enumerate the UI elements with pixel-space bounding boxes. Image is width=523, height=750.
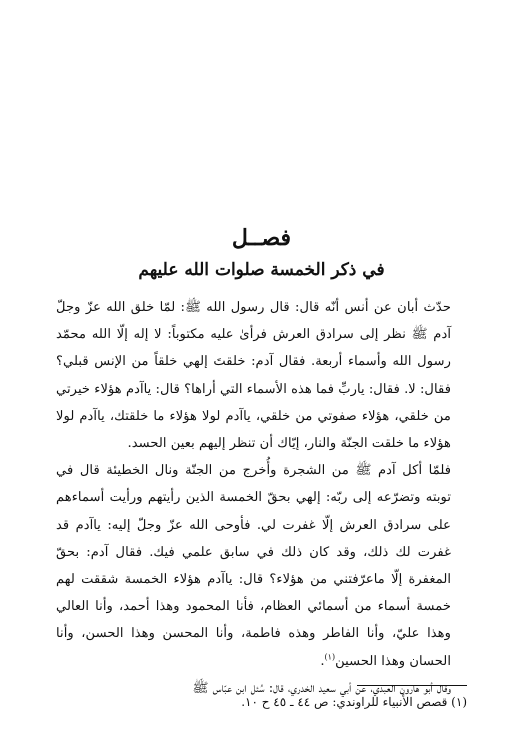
body-text — [56, 294, 467, 702]
paragraph-2-text: فلمّا أكل آدم ﷺ من الشجرة وأُخرج من الجنّة ونال الخطيئة قال في توبته وتضرّعه إلى ربّه: إلهي بحقّ الخمسة الذين رأيتهم ورأيت أسماءهم على سرادق العرش إلّا غفرت لي. فأوحى الله عزّ وجلّ إليه: ياآدم قد غفرت لك ذلك، وقد كان ذلك في سابق علمي فيك. فقال آدم: بحقّ المغفرة إلّا ماعرّفتني من هؤلاء؟ قال: ياآدم هؤلاء الخمسة شققت لهم خمسة أسماء من أسمائي العظام، فأنا المحمود وهذا أحمد، وأنا العالي وهذا عليّ، وأنا الفاطر وهذه فاطمة، وأنا المحسن وهذا الحسن، وأنا الحسان وهذا الحسين — [56, 463, 451, 669]
paragraph-2: فلمّا أكل آدم ﷺ من الشجرة وأُخرج من الجنّة ونال الخطيئة قال في توبته وتضرّعه إلى ربّه: إلهي بحقّ الخمسة الذين رأيتهم ورأيت أسماءهم على سرادق العرش إلّا غفرت لي. فأوحى الله عزّ وجلّ إليه: ياآدم قد غفرت لك ذلك، وقد كان ذلك في سابق علمي فيك. فقال آدم: بحقّ المغفرة إلّا ماعرّفتني من هؤلاء؟ قال: ياآدم هؤلاء الخمسة شققت لهم خمسة أسماء من أسمائي العظام، فأنا المحمود وهذا أحمد، وأنا العالي وهذا عليّ، وأنا الفاطر وهذه فاطمة، وأنا المحسن وهذا الحسن، وأنا الحسان وهذا الحسين$^{(١)}$. — [56, 463, 451, 669]
section-subheading: في ذكر الخمسة صلوات الله عليهم — [138, 260, 385, 280]
footnote-reference: (١) — [324, 652, 336, 662]
footnote: (١) قصص الأنبياء للراوندي: ص ٤٤ ـ ٤٥ ح ١٠. — [241, 695, 467, 709]
paragraph-3: وقال أبو هارون العبدي، عن أبي سعيد الخدري، قال: سُئل ابن عبّاس ﷺ — [192, 680, 451, 696]
paragraph-1: حدّث أبان عن أنس أنّه قال: قال رسول الله ﷺ: لمّا خلق الله عزّ وجلّ آدم ﷺ نظر إلى سرادق العرش فرأىٰ عليه مكتوباً: لا إله إلّا الله محمّد رسول الله وأسماء أربعة. فقال آدم: خلقتَ إلهي خلقاً من الإنس قبلي؟ فقال: لا. فقال: ياربِّ فما هذه الأسماء التي أراها؟ قال: ياآدم هؤلاء خيرتي من خلقي، هؤلاء صفوتي من خلقي، ياآدم لولا هؤلاء ما خلقتك، ياآدم لولا هؤلاء ما خلقت الجنّة والنار، إيّاك أن تنظر إليهم بعين الحسد. — [56, 300, 451, 452]
footnote-divider — [357, 685, 467, 686]
section-heading: فصــل — [231, 225, 292, 251]
